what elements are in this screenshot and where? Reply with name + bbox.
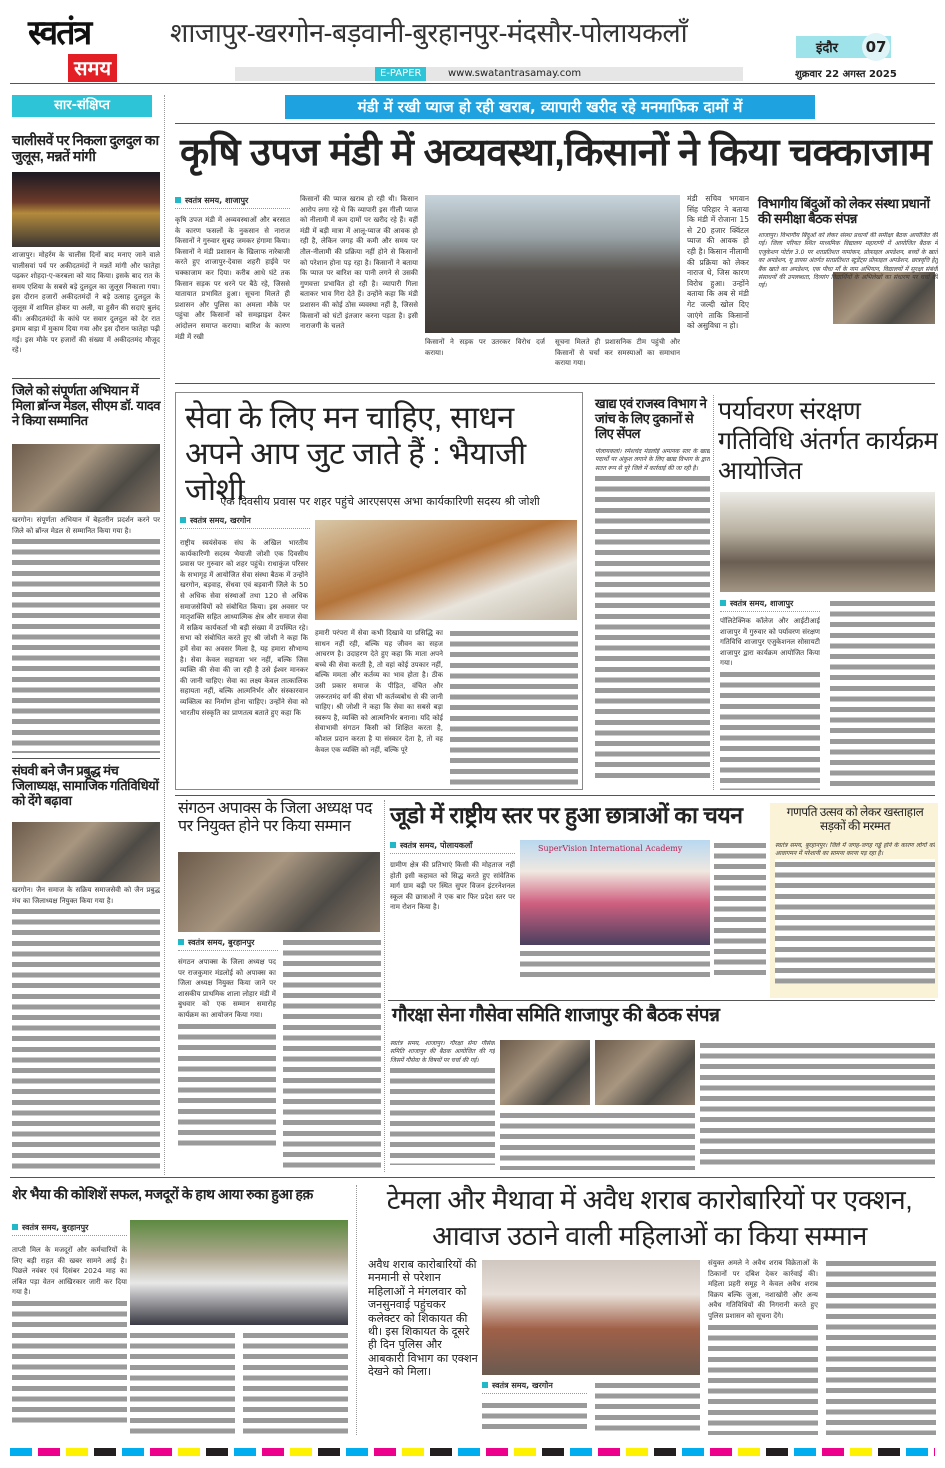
website-url[interactable]: www.swatantrasamay.com (448, 68, 582, 79)
procession-photo (12, 172, 160, 247)
top-caption-1: किसानों ने सड़क पर उतरकर विरोध दर्ज कराया। (425, 338, 545, 357)
top-col-1: कृषि उपज मंडी में अव्यवस्थाओं और बरसात के कारण फसलों के नुकसान से नाराज किसानों ने गुरुवार सुबह जमकर हंगामा किया। किसानों ने मंडी प्रशासन के खिलाफ नारेबाजी करते हुए शाजापुर-देवास शहरी हाईवे पर चक्काजाम कर दिया। करीब आधे घंटे तक किसान सड़क पर धरने पर बैठे रहे, जिससे यातायात प्रभावित हुआ। सूचना मिलते ही प्रशासन और पुलिस का अमला मौके पर पहुंचा और किसानों को समझाइश देकर आंदोलन समाप्त कराया। बारिश के कारण मंडी में रखी (175, 216, 290, 341)
gauraksha-col-1: स्वतंत्र समय, शाजापुर। गौरक्षा सेना गौसेवा समिति शाजापुर की बैठक आयोजित की गई जिसमें गौसेवा के विषयों पर चर्चा की गई। (390, 1040, 495, 1170)
sidebar-body-3: खरगोन। जैन समाज के सक्रिय समाजसेवी को जैन प्रबुद्ध मंच का जिलाध्यक्ष नियुक्त किया गया है। (12, 885, 160, 1170)
print-color-bar (10, 1448, 935, 1456)
academy-banner: SuperVision International Academy (538, 844, 683, 853)
sewa-byline: स्वतंत्र समय, खरगोन (180, 515, 310, 529)
paryavaran-headline[interactable]: पर्यावरण संरक्षण गतिविधि अंतर्गत कार्यक्रम आयोजित (718, 397, 938, 485)
temla-lead: अवैध शराब कारोबारियों की मनमानी से परेशान महिलाओं ने मंगलवार को जनसुनवाई पहुंचकर कलेक्टर को शिकायत की थी। इस शिकायत के दूसरे ही दिन पुलिस और आबकारी विभाग का एक्शन देखने को मिला। (368, 1258, 478, 1379)
ganpati-headline[interactable]: गणपति उत्सव को लेकर खस्ताहाल सड़कों की मरम्मत (786, 805, 924, 833)
top-col-2: किसानों की प्याज खराब हो रही थी। किसान आरोप लगा रहे थे कि व्यापारी इस गीली प्याज को नीलामी में कम दामों पर खरीद रहे हैं। वहीं मंडी में बड़ी मात्रा में आलू-प्याज की आवक हो रही है, लेकिन जगह की कमी और समय पर तौल-नीलामी की प्रक्रिया नहीं होने से किसानों को परेशान होना पड़ रहा है। किसानों ने बताया कि प्याज पर बारिश का पानी लगने से उसकी गुणवत्ता प्रभावित हो रही है। व्यापारी गिला बताकर भाव गिरा देते हैं। उन्होंने कहा कि मंडी प्रशासन की कोई ठोस व्यवस्था नहीं है, जिससे किसानों को घंटों इंतजार करना पड़ता है। इसी नाराजगी के चलते (300, 195, 418, 331)
epaper-label[interactable]: E-PAPER (375, 67, 426, 81)
sewa-subhead: एक दिवसीय प्रवास पर शहर पहुंचे आरएसएस अभा कार्यकारिणी सदस्य श्री जोशी (220, 495, 540, 508)
sangathan-byline: स्वतंत्र समय, बुरहानपुर (178, 937, 278, 951)
section-header: सार-संक्षिप्त (12, 95, 152, 117)
gauraksha-col-3 (700, 1040, 935, 1170)
ganpati-body: स्वतंत्र समय, बुरहानपुर। जिले में जगह-जगह गड्ढे होने के कारण लोगों को आवागमन में परेशानी का सामना करना पड़ रहा है। (775, 842, 935, 994)
top-headline[interactable]: कृषि उपज मंडी में अव्यवस्था,किसानों ने किया चक्काजाम (180, 132, 932, 174)
top-col-3: मंडी सचिव भगवान सिंह परिहार ने बताया कि मंडी में रोजाना 15 से 20 हजार क्विंटल प्याज की आवक हो रही है। किसान नीलामी की प्रक्रिया को लेकर नाराज थे, जिस कारण विरोध हुआ। उन्होंने बताया कि अब से मंडी गेट जल्दी खोल दिए जाएंगे ताकि किसानों को असुविधा न हो। (687, 194, 749, 331)
award-photo (12, 444, 160, 512)
sher-col-1: ताप्ती मिल के मजदूरों और कर्मचारियों के लिए बड़ी राहत की खबर सामने आई है। पिछले नवंबर एवं दिसंबर 2024 माह का लंबित पड़ा वेतन आखिरकार जारी कर दिया गया है। (12, 1245, 127, 1435)
gauraksha-headline[interactable]: गौरक्षा सेना गौसेवा समिति शाजापुर की बैठक संपन्न (392, 1005, 720, 1026)
logo (28, 14, 128, 84)
judo-headline[interactable]: जूडो में राष्ट्रीय स्तर पर हुआ छात्राओं का चयन (390, 802, 743, 828)
top-byline: स्वतंत्र समय, शाजापुर (175, 195, 290, 209)
judo-body-2 (520, 948, 710, 978)
sewa-photo (315, 520, 577, 620)
sangathan-col-1: संगठन अपाक्स के जिला अध्यक्ष पद पर राजकुमार मंडलोई को अपाक्स का जिला अध्यक्ष नियुक्त किया जाने पर शासकीय प्राथमिक शाला लोहार मंडी में बुधवार को एक सम्मान समारोह कार्यक्रम का आयोजन किया गया। (178, 957, 276, 1172)
paryavaran-col-2 (830, 598, 935, 790)
sangathan-col-2 (283, 937, 381, 1172)
sangathan-headline[interactable]: संगठन अपाक्स के जिला अध्यक्ष पद पर नियुक्त होने पर किया सम्मान (178, 800, 372, 836)
sher-col-2 (130, 1330, 235, 1435)
sher-col-3 (243, 1330, 348, 1435)
sidebar-headline-1[interactable]: चालीसवें पर निकला दुलदुल का जुलूस, मन्नतें मांगी (12, 132, 159, 165)
review-meeting-headline[interactable]: विभागीय बिंदुओं को लेकर संस्था प्रधानों की समीक्षा बैठक संपन्न (758, 196, 930, 226)
page-number: 07 (862, 33, 890, 61)
sangathan-photo (178, 852, 380, 932)
sidebar-body-2: खरगोन। संपूर्णता अभियान में बेहतरीन प्रदर्शन करने पर जिले को ब्रॉन्ज मेडल से सम्मानित किया गया है। (12, 515, 160, 753)
judo-col-3 (714, 840, 766, 978)
issue-date: शुक्रवार 22 अगस्त 2025 (795, 69, 897, 80)
city-name: इंदौर (816, 41, 838, 56)
workers-photo (130, 1220, 348, 1325)
sher-byline: स्वतंत्र समय, बुरहानपुर (12, 1222, 127, 1236)
temla-byline: स्वतंत्र समय, खरगोन (482, 1380, 587, 1394)
sewa-headline[interactable]: सेवा के लिए मन चाहिए, साधन अपने आप जुट जाते हैं : भैयाजी जोशी (185, 400, 526, 507)
paryavaran-col-1: पॉलिटेक्निक कॉलेज और आईटीआई शाजापुर में गुरुवार को पर्यावरण संरक्षण गतिविधि शाजापुर एजुकेशनल सोसायटी शाजापुर द्वारा कार्यक्रम आयोजित किया गया। (720, 616, 820, 790)
top-caption-2: सूचना मिलते ही प्रशासनिक टीम पहुंची और किसानों से चर्चा कर समस्याओं का समाधान कराया गया। (555, 338, 680, 368)
gauraksha-photo-1 (500, 1040, 590, 1105)
temla-col-2 (482, 1400, 587, 1435)
judo-body: ग्रामीण क्षेत्र की प्रतिभाएं किसी की मोहताज नहीं होती इसी कहावत को सिद्ध करते हुए सांवेतिक मार्ग ग्राम बढ़ी पर स्थित सुपर विजन इंटरनेशनल स्कूल की छात्राओं ने एक बार फिर प्रदेश स्तर पर नाम रोशन किया है। (390, 861, 515, 912)
top-banner: मंडी में रखी प्याज हो रही खराब, व्यापारी खरीद रहे मनमाफिक दामों में (285, 95, 815, 119)
temla-headline[interactable]: टेमला और मैथावा में अवैध शराब कारोबारियों पर एक्शन, आवाज उठाने वाली महिलाओं का किया सम्मान (386, 1185, 913, 1251)
city-box (796, 36, 891, 58)
sewa-col-2: हमारी परंपरा में सेवा कभी दिखावे या प्रसिद्धि का साधन नहीं रही, बल्कि यह जीवन का सहज आचरण है। उदाहरण देते हुए कहा कि माता अपने बच्चे की सेवा करती है, तो वहां कोई उपकार नहीं, बल्कि ममता और कर्तव्य का भाव होता है। ठीक उसी प्रकार समाज के पीड़ित, वंचित और जरूरतमंद वर्ग की सेवा भी कर्तव्यबोध से की जानी चाहिए। श्री जोशी ने कहा कि सेवा का सबसे बड़ा स्वरूप है, व्यक्ति को आत्मनिर्भर बनाना। यदि कोई सेवाभावी संगठन किसी को शिक्षित करता है, कौशल प्रदान करता है या संस्कार देता है, तो वह केवल एक व्यक्ति को नहीं, बल्कि पूरे (315, 629, 443, 754)
temla-col-3 (595, 1380, 700, 1435)
logo-top: स्वतंत्र (28, 13, 91, 53)
edition-names: शाजापुर-खरगोन-बड़वानी-बुरहानपुर-मंदसौर-पोलायकलाँ (170, 18, 688, 48)
protest-photo (425, 195, 680, 333)
women-honour-photo (482, 1260, 700, 1375)
judo-byline: स्वतंत्र समय, पोलायकलाँ (390, 840, 515, 854)
paryavaran-photo (720, 492, 935, 592)
paryavaran-byline: स्वतंत्र समय, शाजापुर (720, 598, 820, 612)
paryavaran-story (718, 396, 938, 790)
review-meeting-body: शाजापुर। विभागीय बिंदुओं को लेकर संस्था प्रधानों की समीक्षा बैठक आयोजित की गई। जिला परियत स्थित माध्यमिक विद्यालय महाराणी में आयोजित बैठक में एजुकेशन पोर्टल 3.0 पर शतप्रतिशत नामांकन, प्रोफ़ाइल अपडेशन, बच्चों के खाते का अपडेशन, यू डायस अंतर्गत सतप्रतिशत स्टूडेंट्स प्रोफ़ाइल अपडेशन, छात्रवृत्ति हेतु बैंक खाते का अपडेशन, एक पौधा माँ के नाम अभियान, विद्यालयों में सुरक्षा संबंधी संसाधनों की उपलब्धता, दिव्यांग विद्यार्थियों के अभिलेखों का संधारण पर चर्चा की गई। (758, 232, 938, 290)
judo-photo (520, 840, 710, 945)
sidebar-body-1: शाजापुर। मोहर्रम के चालीस दिनों बाद मनाए जाने वाले चालीसवां पर्व पर अकीदतमंदों ने मन्नतें मांगी और फातेहा पढ़कर शोहदा-ए-करबला को याद किया। इसके बाद रात के समय एशिया के सबसे बड़े दुलदुल का जुलूस निकाला गया। इस दौरान हजारों अकीदतमंदों ने बड़े उत्साह दुलदुल के जुलूस में शामिल होकर या अली, या हुसैन की सदाएं बुलंद कीं। अकीदतमंदों के कांधे पर सवार दुलदुल को देर रात इमाम बाड़ा में मुकाम दिया गया और इस दौरान फातेहा पढ़ी गई। इस मौके पर हजारों की संख्या में अकीदतमंद मौजूद रहे। (12, 251, 160, 355)
temla-col-5 (826, 1258, 936, 1435)
temla-col-4: संयुक्त अमले ने अवैध शराब विक्रेताओं के ठिकानों पर दबिश देकर कार्रवाई की। महिला प्रहरी समूह ने केवल अवैध शराब विक्रय बल्कि जुआ, नशाखोरी और अन्य अवैध गतिविधियों की निगरानी करते हुए पुलिस प्रशासन को सूचना देंगे। (708, 1258, 818, 1435)
jain-manch-photo (12, 822, 160, 882)
sher-headline[interactable]: शेर भैया की कोशिशें सफल, मजदूरों के हाथ आया रुका हुआ हक़ (12, 1186, 313, 1202)
sewa-col-1: राष्ट्रीय स्वयंसेवक संघ के अखिल भारतीय कार्यकारिणी सदस्य भैयाजी जोशी एक दिवसीय प्रवास पर गुरुवार को शहर पहुंचे। राधाकुंज परिसर के सभागृह में आयोजित सेवा संस्था बैठक में उन्होंने खरगोन, बड़वाह, सेंधवा एवं बड़वानी जिले के 50 से अधिक सेवा संस्थाओं तथा 120 से अधिक समाजसेवियों को संबोधित किया। इस अवसर पर मातृशक्ति सहित आध्यात्मिक क्षेत्र और समाज सेवा में सक्रिय कार्यकर्ता भी बड़ी संख्या में उपस्थित रहे। सभा को संबोधित करते हुए श्री जोशी ने कहा कि हमें सेवा का अवसर मिला है, यह हमारा सौभाग्य है। सेवा केवल सहायता भर नहीं, बल्कि जिस व्यक्ति की सेवा की जा रही है उसे ईश्वर मानकर की जानी चाहिए। सेवा का लक्ष्य केवल तात्कालिक सहायता नहीं, बल्कि आत्मनिर्भर और संस्कारवान व्यक्तित्व का निर्माण होना चाहिए। उन्होंने सेवा को भारतीय संस्कृति का प्राणतत्व बताते हुए कहा कि (180, 539, 308, 717)
khadya-body: पोलायकलां। रमेशचंद मंडलोई अमानक स्तर के खाद्य पदार्थों पर अंकुश लगाने के लिए खाद्य विभाग के द्वारा सतत रूप से पूरे जिले में कार्रवाई की जा रही है। (595, 448, 710, 788)
sidebar-headline-2[interactable]: जिले को संपूर्णता अभियान में मिला ब्रॉन्ज मेडल, सीएम डॉ. यादव ने किया सम्मानित (12, 383, 160, 428)
sewa-col-3 (450, 628, 578, 786)
gauraksha-photo-2 (595, 1040, 695, 1105)
sidebar-headline-3[interactable]: संघवी बने जैन प्रबुद्ध मंच जिलाध्यक्ष, सामाजिक गतिविधियों को देंगे बढ़ावा (12, 763, 159, 808)
logo-bottom: समय (68, 54, 117, 82)
khadya-headline[interactable]: खाद्य एवं राजस्व विभाग ने जांच के लिए दुकानों से लिए सेंपल (595, 396, 707, 441)
gauraksha-col-2 (500, 1110, 695, 1170)
